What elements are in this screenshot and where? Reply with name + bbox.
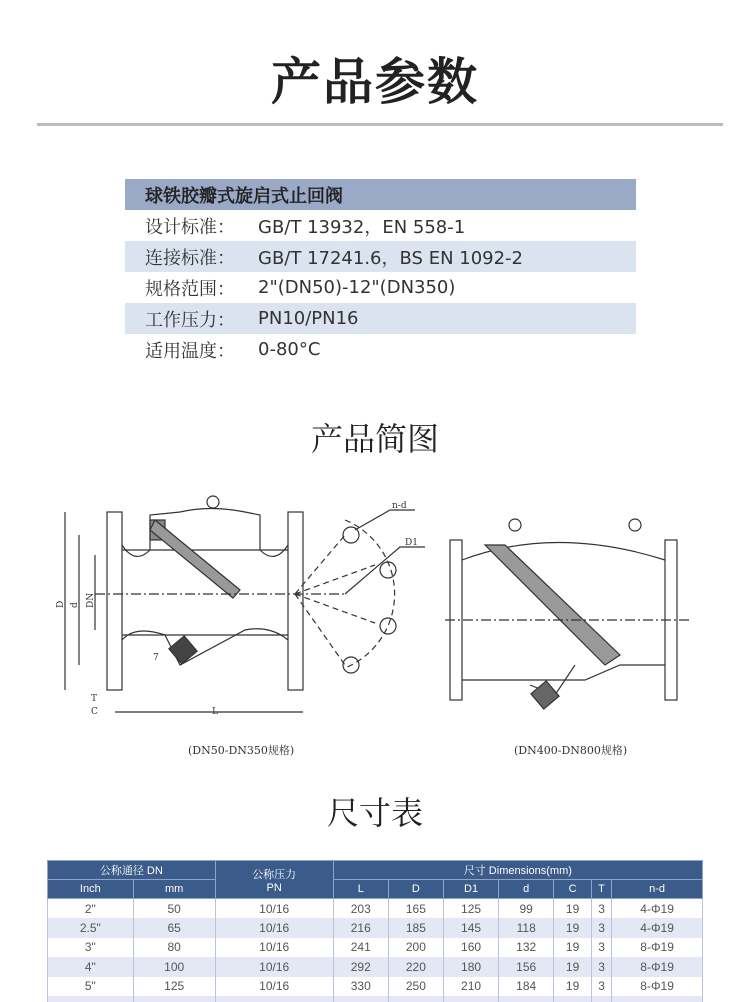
spec-row: [125, 241, 636, 272]
col-nd: n-d: [612, 880, 703, 899]
table-cell: 8-Φ19: [612, 977, 703, 997]
table-cell: 3: [591, 899, 611, 919]
table-cell: [612, 996, 703, 1002]
diagram-heading: 产品简图: [310, 420, 439, 458]
header-pn: 公称压力 PN: [215, 861, 333, 899]
col-c: C: [554, 880, 592, 899]
table-cell: 3: [591, 957, 611, 977]
col-d1: D1: [443, 880, 498, 899]
page-title: 产品参数: [271, 53, 479, 111]
table-row: [48, 918, 703, 938]
table-cell: 19: [554, 957, 592, 977]
spec-value: 2"(DN50)-12"(DN350): [258, 277, 456, 298]
table-cell: 3: [591, 918, 611, 938]
table-cell: 4-Φ19: [612, 899, 703, 919]
table-cell: [388, 996, 443, 1002]
table-cell: 156: [499, 957, 554, 977]
table-cell: 210: [443, 977, 498, 997]
col-d: d: [499, 880, 554, 899]
dimensions-heading: 尺寸表: [326, 794, 423, 832]
table-cell: [499, 996, 554, 1002]
table-cell: 100: [133, 957, 215, 977]
label-t: T: [91, 694, 98, 704]
valve-drawing-small: [55, 490, 445, 730]
table-cell: 118: [499, 918, 554, 938]
spec-row: [125, 303, 636, 334]
table-cell: 10/16: [215, 938, 333, 958]
label-l: L: [212, 707, 218, 717]
label-c: C: [91, 707, 98, 717]
label-D: D: [56, 600, 66, 608]
table-cell: [133, 996, 215, 1002]
table-cell: 65: [133, 918, 215, 938]
label-nd: n-d: [392, 501, 407, 511]
table-cell: 4": [48, 957, 134, 977]
table-cell: 10/16: [215, 899, 333, 919]
spec-table: [125, 179, 636, 365]
table-cell: 8-Φ19: [612, 938, 703, 958]
table-row: [48, 899, 703, 919]
table-cell: 160: [443, 938, 498, 958]
table-cell: 203: [333, 899, 388, 919]
table-row: [48, 977, 703, 997]
table-cell: 2.5": [48, 918, 134, 938]
table-cell: 132: [499, 938, 554, 958]
table-cell: 180: [443, 957, 498, 977]
table-cell: 3: [591, 938, 611, 958]
label-d1: D1: [405, 538, 418, 548]
table-row: [48, 957, 703, 977]
table-cell: 19: [554, 977, 592, 997]
spec-value: GB/T 17241.6，BS EN 1092-2: [258, 247, 524, 269]
table-cell: 184: [499, 977, 554, 997]
table-cell: 241: [333, 938, 388, 958]
table-cell: 185: [388, 918, 443, 938]
dimensions-table: [47, 860, 703, 1002]
caption-left: (DN50-DN350规格): [188, 744, 295, 757]
table-cell: 8-Φ19: [612, 957, 703, 977]
table-cell: 19: [554, 918, 592, 938]
spec-value: GB/T 13932，EN 558-1: [258, 216, 466, 238]
spec-label: 工作压力：: [145, 309, 235, 331]
header-dimensions: 尺寸 Dimensions(mm): [333, 861, 702, 880]
table-cell: 19: [554, 938, 592, 958]
table-cell: [591, 996, 611, 1002]
table-cell: 19: [554, 899, 592, 919]
table-cell: 4-Φ19: [612, 918, 703, 938]
table-cell: 200: [388, 938, 443, 958]
col-t: T: [591, 880, 611, 899]
col-mm: mm: [133, 880, 215, 899]
table-cell: [215, 996, 333, 1002]
col-l: L: [333, 880, 388, 899]
table-cell: 10/16: [215, 957, 333, 977]
table-cell: 125: [133, 977, 215, 997]
spec-value: 0-80°C: [258, 339, 321, 360]
table-cell: 250: [388, 977, 443, 997]
spec-label: 规格范围：: [145, 278, 235, 300]
table-cell: 330: [333, 977, 388, 997]
table-cell: 10/16: [215, 977, 333, 997]
table-cell: [554, 996, 592, 1002]
table-cell: 3: [591, 977, 611, 997]
table-cell: 216: [333, 918, 388, 938]
table-cell: 3": [48, 938, 134, 958]
table-row-partial: [48, 996, 703, 1002]
table-cell: 2": [48, 899, 134, 919]
caption-right: (DN400-DN800规格): [514, 744, 628, 757]
spec-label: 适用温度：: [145, 340, 235, 362]
label-d: d: [70, 602, 80, 608]
table-cell: 50: [133, 899, 215, 919]
table-cell: 80: [133, 938, 215, 958]
spec-value: PN10/PN16: [258, 308, 359, 329]
table-cell: 292: [333, 957, 388, 977]
table-cell: 220: [388, 957, 443, 977]
spec-row: [125, 334, 636, 365]
spec-row: [125, 272, 636, 303]
spec-label: 设计标准：: [145, 216, 235, 238]
product-name: 球铁胶瓣式旋启式止回阀: [125, 179, 636, 210]
table-cell: 10/16: [215, 918, 333, 938]
col-d-outer: D: [388, 880, 443, 899]
label-dn: DN: [86, 592, 96, 608]
table-cell: [443, 996, 498, 1002]
spec-row: [125, 210, 636, 241]
table-cell: [48, 996, 134, 1002]
table-cell: 99: [499, 899, 554, 919]
table-cell: 165: [388, 899, 443, 919]
label-7: 7: [153, 653, 159, 663]
table-cell: 145: [443, 918, 498, 938]
table-cell: 125: [443, 899, 498, 919]
valve-drawing-large: [445, 515, 695, 725]
table-cell: 5": [48, 977, 134, 997]
divider: [37, 123, 723, 126]
table-row: [48, 938, 703, 958]
header-dn: 公称通径 DN: [48, 861, 216, 880]
table-cell: [333, 996, 388, 1002]
spec-label: 连接标准：: [145, 247, 235, 269]
col-inch: Inch: [48, 880, 134, 899]
